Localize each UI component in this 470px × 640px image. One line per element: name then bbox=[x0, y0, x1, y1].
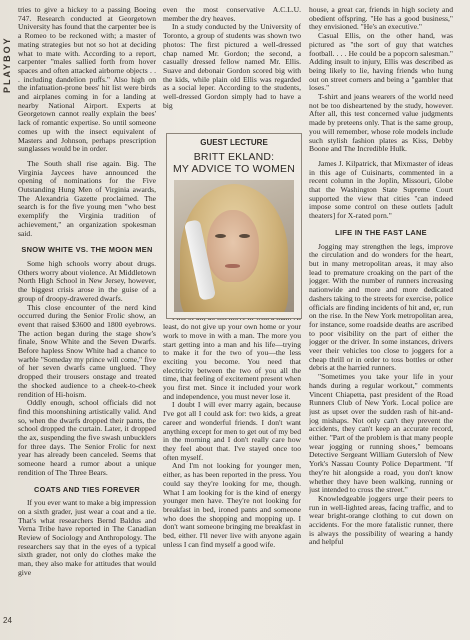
paragraph: Some high schools worry about drugs. Others worry about violence. At Middletown North High School in New Jersey, however, the biggest crisis arose in the guise of a group of droopy-drawered dwarfs. bbox=[18, 258, 156, 303]
paragraph: In a study conducted by the University of Toronto, a group of students was shown two photos: The first pictured a well-dressed chap named Mr. Gordon; the second, a casually dressed fellow named Mr. Ellis. Suave and debonair Gordon scored big with the kids, while plain old Ellis was regarded as a social leper. According to the students, well-dressed Gordon simply had to have a big bbox=[163, 22, 301, 110]
paragraph: This close encounter of the nerd kind occurred during the Senior Frolic show, an event that raised $3600 and 1800 eyebrows. The action began during the stage show's finale, Snow White and the Seven Dwarfs. Before hapless Snow White had a chance to warble "Someday my prince will come," five of her seven dwarfs came unglued. They dropped their trousers onstage and treated the shocked audience to a cheek-to-cheek rendition of Hi-hoism. bbox=[18, 302, 156, 399]
paragraph: "Sometimes you take your life in your hands during a regular workout," comments Vincent Chiapetta, past president of the Road Runners Club of New York. Local police are just as upset over the sudden rash of hit-and-jog mishaps. Not only can't they prevent the accidents, they can't keep an accurate record, either. "Part of the problem is that many people wear jogging or running shoes," bemoans Detective Sergeant William Gutersloh of New York's Nassau County Police Department. "If they're hit alongside a road, you don't know whether they have been walking, running or just intended to cross the street." bbox=[309, 372, 453, 495]
photo-face bbox=[207, 210, 259, 282]
column-3 bbox=[309, 6, 453, 634]
box-title-line: BRITT EKLAND: bbox=[193, 151, 275, 163]
column-2 bbox=[163, 6, 301, 634]
box-title bbox=[167, 151, 301, 175]
paragraph: The South shall rise again. Big. The Virginia Jaycees have announced the opening of nominations for the Five Outstanding Hung Men of Virginia awards, The Alexandria Gazette proclaimed. The search is for the five young men "who best exemplify the Virginia tradition of achievement," an organization spokesman said. bbox=[18, 158, 156, 238]
photo-eye bbox=[239, 234, 250, 238]
guest-lecture-box bbox=[166, 133, 302, 319]
photo-mouth bbox=[225, 264, 240, 268]
paragraph: least, do not give up your own home or your work to move in with a man. The more you start getting into a man and his life—trying to make it for the two of you—the less exciting you become. You need that electricity between the two of you all the time, that feeling of excitement present when you first met. Since it included your work and independence, you must never lose it. bbox=[163, 322, 301, 401]
section-label: PLAYBOY bbox=[2, 36, 12, 94]
box-kicker: GUEST LECTURE bbox=[200, 138, 268, 147]
paragraph: tries to give a hickey to a passing Boeing 747. Research conducted at Georgetown University has found that the carpenter bee is a Romeo to be reckoned with; a master of mating strategies but not so hot at deciding what to mate with. According to a report, carpenter "males sallied forth from hover spaces and often attacked airborne objects . . . including dandelion puffs." Also high on the infatuation-prone bees' hit list were birds and airplanes coming in for a landing at nearby National Airport. Experts at Georgetown cannot really explain the bees' lack of romantic expertise. So until someone comes up with the insect equivalent of Masters and Johnson, perhaps prescription sunglasses would be in order. bbox=[18, 6, 156, 154]
paragraph: Oddly enough, school officials did not find this moonshining artistically valid. And so, when the dwarfs dropped their pants, the school dropped the curtain. Later, it dropped the ax, suspending the five swash unbucklers for three days. The Senior Frolic for next year has already been canceled. Seems that someone heard a rumor about a unique rendition of The Three Bears. bbox=[18, 398, 156, 477]
portrait-photo bbox=[174, 180, 294, 312]
paragraph: house, a great car, friends in high society and obedient offspring. "He has a good business," they envisioned. "He's an executive." bbox=[309, 6, 453, 32]
section-heading: COATS AND TIES FOREVER bbox=[34, 484, 140, 494]
paragraph: even the most conservative A.C.L.U. member the dry heaves. bbox=[163, 6, 301, 23]
column-1 bbox=[18, 6, 156, 634]
section-heading: LIFE IN THE FAST LANE bbox=[335, 227, 427, 237]
paragraph: If you ever want to make a big impression on a sixth grader, just wear a coat and a tie. That's what researchers Bernd Baldus and Verna Tribe have reported in The Canadian Review of Sociology and Anthropology. The researchers say that in the eyes of a typical sixth grader, not only do clothes make the man, they also make for attitudes that would give bbox=[18, 498, 156, 577]
page-number: 24 bbox=[3, 616, 12, 625]
paragraph: James J. Kilpatrick, that Mixmaster of ideas in this age of Cuisinarts, commented in a recent column in the Joplin, Missouri, Globe that the Washington State Supreme Court supported the view that cities "can indeed impose some control on these outlets [adult theaters] for X-rated porn." bbox=[309, 158, 453, 221]
paragraph: I doubt I will ever marry again, because I've got all I could ask for: two kids, a great career and wonderful friends. I don't want anything except for men to get out of my bed in the morning and I don't really care how they feel about that. I've stayed once too often myself. bbox=[163, 400, 301, 462]
photo-eye bbox=[215, 234, 226, 238]
paragraph: And I'm not looking for younger men, either, as has been reported in the press. You could say they're looking for me, though. What I am looking for is the kind of energy younger men have. They're not looking for breakfast in bed, ironed pants and someone who does the shopping and mopping up. I don't want someone bringing me breakfast in bed, either. I'll never live with anyone again unless I can find myself a good wife. bbox=[163, 461, 301, 549]
box-title-line: MY ADVICE TO WOMEN bbox=[172, 163, 296, 175]
section-heading: SNOW WHITE VS. THE MOON MEN bbox=[21, 245, 153, 255]
paragraph: Casual Ellis, on the other hand, was pictured as "the sort of guy that watches football. . . . He could be a popcorn salesman." Adding insult to injury, Ellis was described as being likely to lie, having friends who hung out on street corners and being a "gambler that loses." bbox=[309, 31, 453, 93]
paragraph: T-shirt and jeans wearers of the world need not be too disheartened by the study, however. After all, this test concerned value judgments made by preteens only. That is the same group, you will remember, whose role models include such stylish fashion plates as Kiss, Debby Boone and The Incredible Hulk. bbox=[309, 92, 453, 154]
paragraph: Knowledgeable joggers urge their peers to run in well-lighted areas, facing traffic, and to wear bright-orange clothing to cut down on accidents. For the more fatalistic runner, there is always the possibility of wearing a handy and helpful bbox=[309, 493, 453, 547]
paragraph: Jogging may strengthen the legs, improve the circulation and do wonders for the heart, but in many metropolitan areas, it may also lead to premature croaking on the part of the jogger. With the number of runners increasing nationwide and more and more dedicated dashers taking to the streets for exercise, police officials are finding incidents of hit and, er, run on the rise. In the New York metropolitan area, for instance, some roadside deaths are ascribed to poor visibility on the part of either the jogger or the driver. In some instances, drivers veer their vehicles too close to joggers for a cheap thrill or in order to toss bottles or other debris at the harried runners. bbox=[309, 241, 453, 373]
